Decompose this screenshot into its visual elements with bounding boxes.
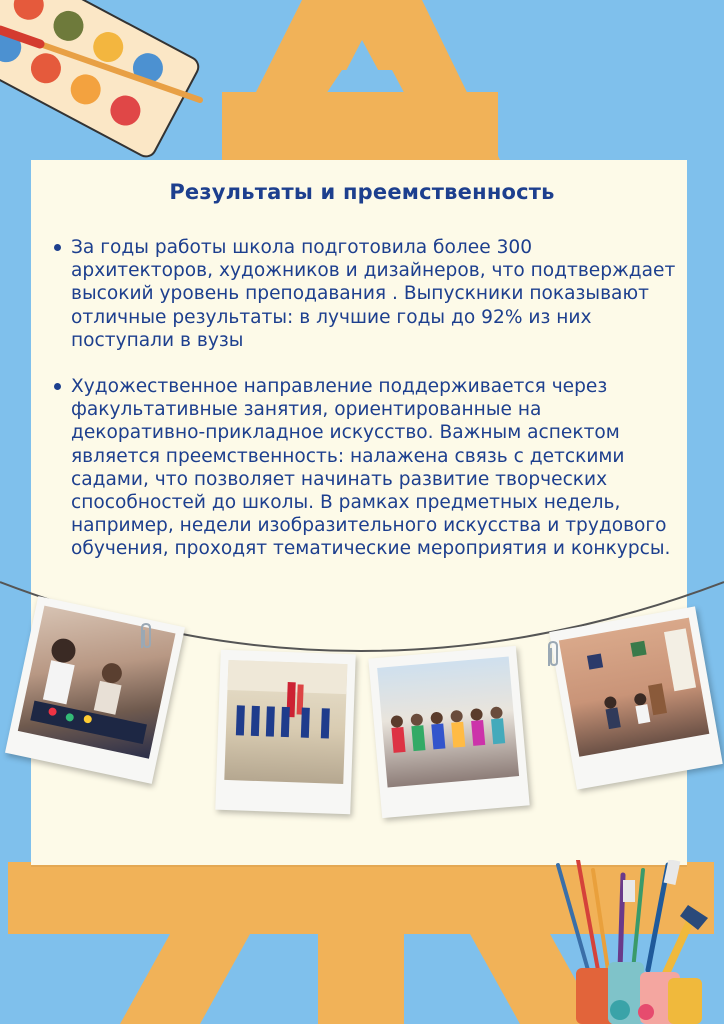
bullet-text: За годы работы школа подготовила более 300 архитекторов, художников и дизайнеров, что подтверждает высокий уровень преподавания . Выпускники показывают отличные результаты: в лучшие годы до 92% из них поступали в вузы [71, 237, 676, 351]
bullet-text: Художественное направление поддерживается через факультативные занятия, ориентированные на декоративно-прикладное искусство. Важным аспектом является преемственность: налажена связь с детскими садами, что позволяет начинать развитие творческих способностей до школы. В рамках предметных недель, например, недели изобразительного искусства и трудового обучения, проходят тематические мероприятия и конкурсы. [71, 376, 671, 560]
photo-image [377, 657, 519, 788]
bullet-list [52, 236, 680, 584]
watercolor-palette-icon [0, 0, 210, 170]
paperclip-icon [138, 622, 154, 652]
paperclip-icon [545, 640, 561, 670]
page-title: Результаты и преемственность [169, 180, 555, 204]
photo-kindergarten-group [368, 646, 529, 818]
photo-image [224, 660, 347, 784]
bullet-icon [54, 383, 61, 390]
list-item [52, 375, 680, 561]
list-item [52, 236, 680, 352]
photo-students-on-stage [215, 650, 356, 815]
photo-art-classroom [549, 606, 723, 789]
paint-brushes-illustration [548, 860, 718, 1024]
photo-image [559, 618, 709, 757]
bullet-icon [54, 244, 61, 251]
